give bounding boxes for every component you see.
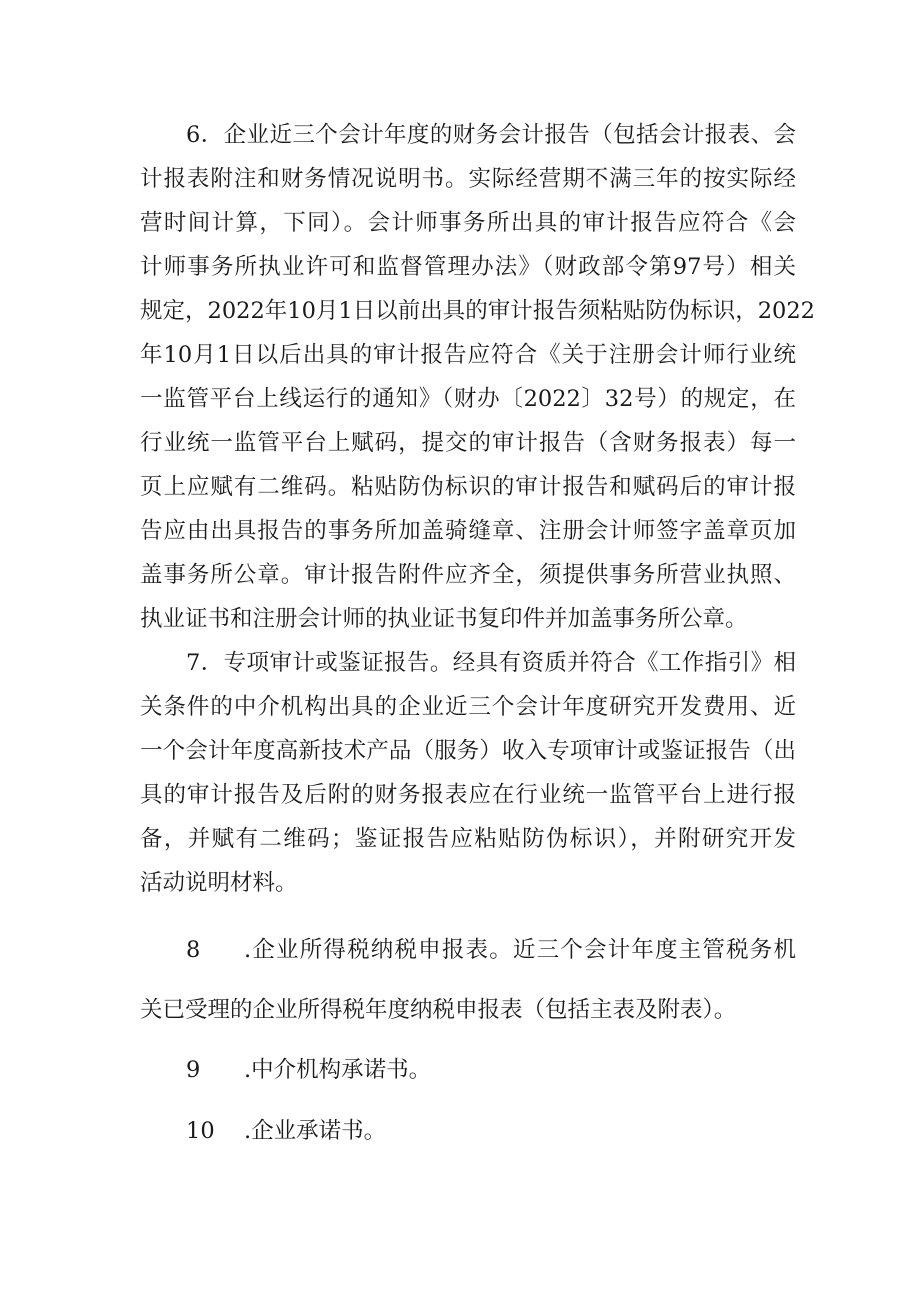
item9-text: .中介机构承诺书。 <box>244 1057 432 1083</box>
item10-number: 10 <box>186 1118 215 1144</box>
item6-line-10: 告应由出具报告的事务所加盖骑缝章、注册会计师签字盖章页加 <box>140 518 796 544</box>
item6-line-2: 计报表附注和财务情况说明书。实际经营期不满三年的按实际经 <box>140 166 796 192</box>
item6-line-3: 营时间计算，下同）。会计师事务所出具的审计报告应符合《会 <box>140 210 796 236</box>
item7-line-5: 备，并赋有二维码；鉴证报告应粘贴防伪标识），并附研究开发 <box>140 826 796 852</box>
item7-line-1: 7．专项审计或鉴证报告。经具有资质并符合《工作指引》相 <box>186 650 796 676</box>
item7-line-3: 一个会计年度高新技术产品（服务）收入专项审计或鉴证报告（出 <box>140 738 796 764</box>
item6-line-5: 规定，2022年10月1日以前出具的审计报告须粘贴防伪标识，2022 <box>140 298 815 324</box>
item8-number: 8 <box>186 937 201 963</box>
item9-number: 9 <box>186 1057 201 1083</box>
item8-line-2: 关已受理的企业所得税年度纳税申报表（包括主表及附表）。 <box>140 997 737 1023</box>
item6-line-6: 年10月1日以后出具的审计报告应符合《关于注册会计师行业统 <box>140 342 796 368</box>
item7-line-2: 关条件的中介机构出具的企业近三个会计年度研究开发费用、近 <box>140 694 796 720</box>
item7-line-4: 具的审计报告及后附的财务报表应在行业统一监管平台上进行报 <box>140 782 796 808</box>
item7-line-6: 活动说明材料。 <box>140 870 298 896</box>
item6-line-7: 一监管平台上线运行的通知》（财办〔2022〕32号）的规定，在 <box>140 386 796 412</box>
item6-line-1: 6．企业近三个会计年度的财务会计报告（包括会计报表、会 <box>186 122 796 148</box>
item6-line-12: 执业证书和注册会计师的执业证书复印件并加盖事务所公章。 <box>140 606 748 632</box>
item6-line-9: 页上应赋有二维码。粘贴防伪标识的审计报告和赋码后的审计报 <box>140 474 796 500</box>
item6-line-11: 盖事务所公章。审计报告附件应齐全，须提供事务所营业执照、 <box>140 562 796 588</box>
item10-text: .企业承诺书。 <box>244 1118 387 1144</box>
item6-line-8: 行业统一监管平台上赋码，提交的审计报告（含财务报表）每一 <box>140 430 796 456</box>
item6-line-4: 计师事务所执业许可和监督管理办法》（财政部令第97号）相关 <box>140 254 796 280</box>
item8-line-1: .企业所得税纳税申报表。近三个会计年度主管税务机 <box>244 937 796 963</box>
